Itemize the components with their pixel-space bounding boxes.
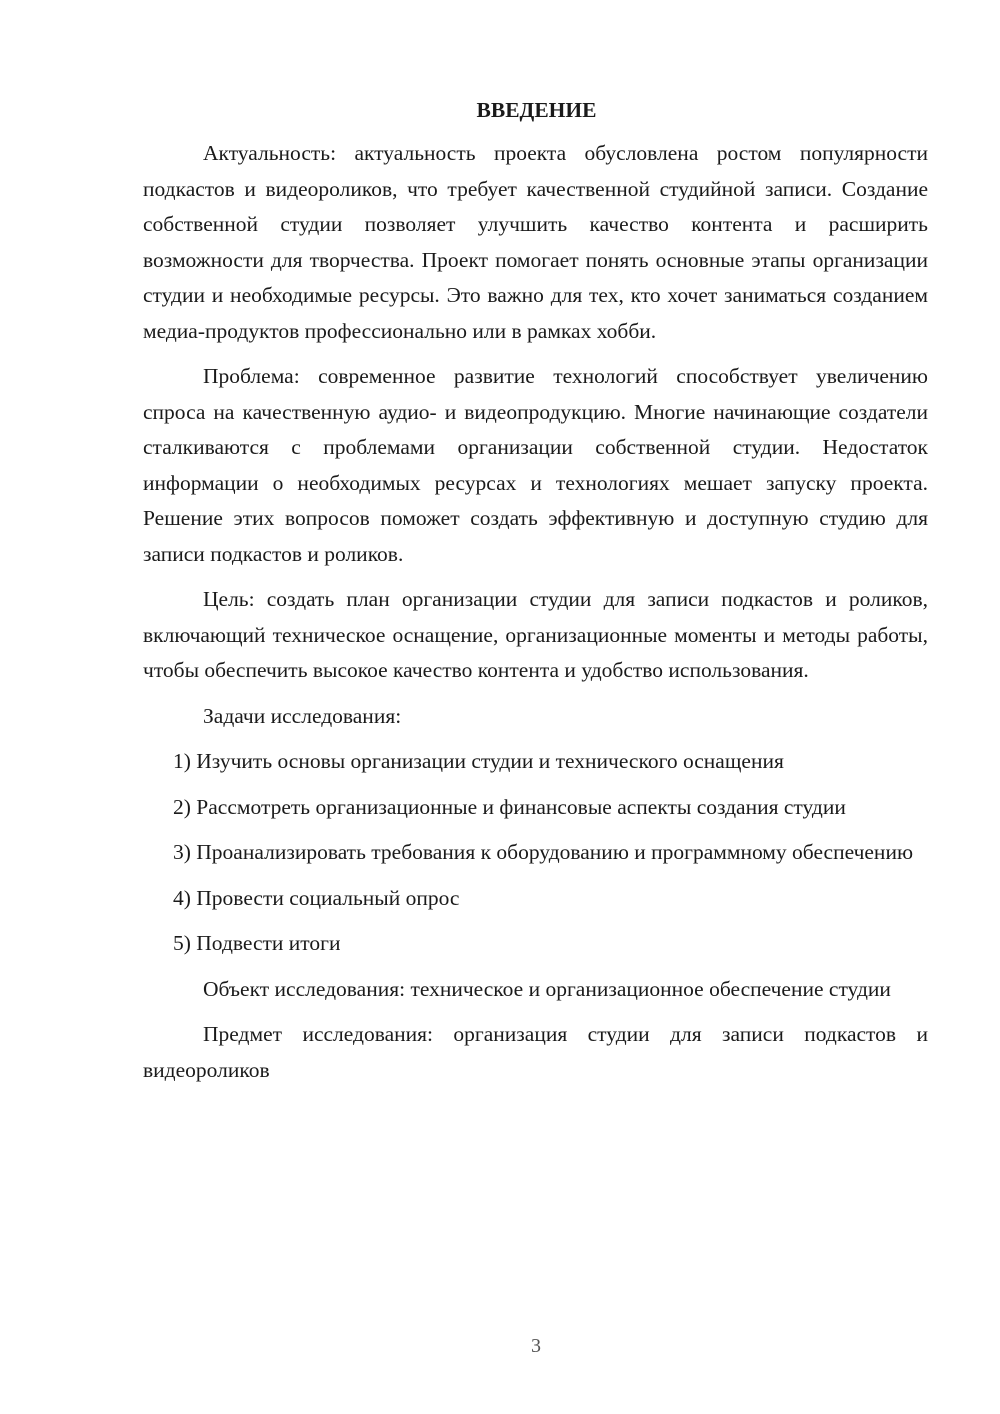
paragraph-relevance: Актуальность: актуальность проекта обусловлена ростом популярности подкастов и видеороликов, что требует качественной студийной записи. Создание собственной студии позволяет улучшить качество контента и расширить возможности для творчества. Проект помогает понять основные этапы организации студии и необходимые ресурсы. Это важно для тех, кто хочет заниматься созданием медиа-продуктов профессионально или в рамках хобби. <box>143 141 928 343</box>
paragraph-goal: Цель: создать план организации студии для записи подкастов и роликов, включающий техническое оснащение, организационные моменты и методы работы, чтобы обеспечить высокое качество контента и удобство использования. <box>143 587 928 682</box>
tasks-heading: Задачи исследования: <box>203 703 402 728</box>
document-title: ВВЕДЕНИЕ <box>476 98 597 122</box>
page-number: 3 <box>531 1335 541 1357</box>
task-item-4: 4) Провести социальный опрос <box>173 885 460 910</box>
document-page <box>143 92 928 1098</box>
paragraph-subject: Предмет исследования: организация студии для записи подкастов и видеороликов <box>143 1022 928 1082</box>
task-item-3: 3) Проанализировать требования к оборудованию и программному обеспечению <box>173 840 914 864</box>
task-item-2: 2) Рассмотреть организационные и финансовые аспекты создания студии <box>173 794 846 819</box>
task-item-5: 5) Подвести итоги <box>173 931 341 955</box>
task-item-1: 1) Изучить основы организации студии и технического оснащения <box>173 749 784 773</box>
paragraph-problem: Проблема: современное развитие технологий способствует увеличению спроса на качественную аудио- и видеопродукцию. Многие начинающие создатели сталкиваются с проблемами организации собственной студии. Недостаток информации о необходимых ресурсах и технологиях мешает запуску проекта. Решение этих вопросов поможет создать эффективную и доступную студию для записи подкастов и роликов. <box>143 364 928 566</box>
paragraph-object: Объект исследования: техническое и организационное обеспечение студии <box>203 976 891 1001</box>
